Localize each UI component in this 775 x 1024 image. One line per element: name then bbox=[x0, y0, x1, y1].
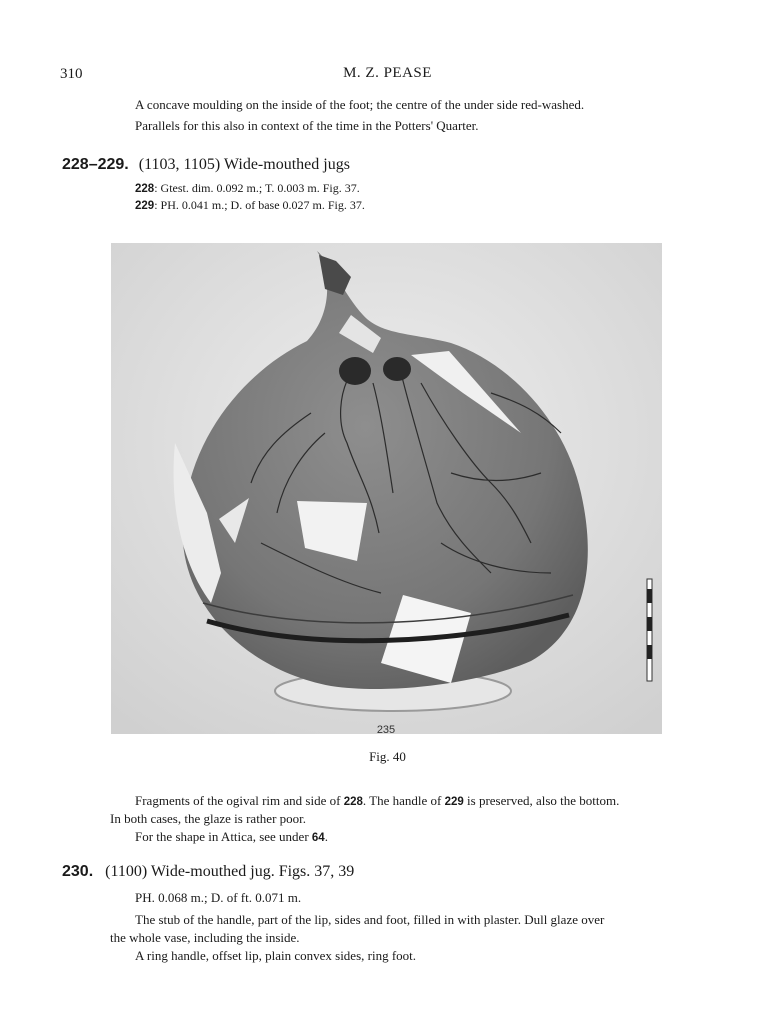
text-run: For the shape in Attica, see under bbox=[135, 829, 312, 844]
text-run: Fragments of the ogival rim and side of bbox=[135, 793, 344, 808]
catalogue-ref: 229 bbox=[444, 796, 464, 808]
entry-title: (1103, 1105) Wide-mouthed jugs bbox=[138, 156, 350, 173]
text-run: is preserved, also the bottom. bbox=[463, 793, 620, 808]
entry-title: (1100) Wide-mouthed jug. Figs. 37, 39 bbox=[105, 863, 355, 880]
fragments-line-2: In both cases, the glaze is rather poor. bbox=[110, 811, 307, 826]
entry-228-229-heading bbox=[62, 155, 350, 175]
intro-line-1: A concave moulding on the inside of the foot; the centre of the under side red-washed. bbox=[135, 97, 585, 112]
entry-230-dimensions: PH. 0.068 m.; D. of ft. 0.071 m. bbox=[135, 890, 302, 905]
scale-bar bbox=[647, 579, 652, 681]
entry-230-line-3: A ring handle, offset lip, plain convex sides, ring foot. bbox=[135, 948, 417, 963]
fragments-line-1 bbox=[135, 792, 619, 811]
catalogue-ref: 64 bbox=[311, 832, 325, 844]
dimensions-text: : Gtest. dim. 0.092 m.; T. 0.003 m. Fig. 37. bbox=[154, 181, 360, 195]
dimensions-text: : PH. 0.041 m.; D. of base 0.027 m. Fig. 37. bbox=[154, 198, 365, 212]
text-run: . bbox=[324, 829, 328, 844]
catalogue-ref: 228 bbox=[343, 796, 363, 808]
running-title: M. Z. PEASE bbox=[343, 65, 432, 81]
catalogue-ref: 228 bbox=[135, 183, 155, 195]
page-number: 310 bbox=[60, 66, 83, 82]
intro-line-2: Parallels for this also in context of the time in the Potters' Quarter. bbox=[135, 118, 479, 133]
entry-228-dimensions bbox=[135, 181, 360, 196]
figure-caption: Fig. 40 bbox=[369, 749, 406, 764]
entry-230-line-2: the whole vase, including the inside. bbox=[110, 930, 300, 945]
entry-number: 228–229. bbox=[62, 156, 129, 173]
inventory-label: 235 bbox=[376, 724, 396, 734]
entry-230-heading bbox=[62, 862, 354, 882]
fragments-line-3 bbox=[135, 828, 328, 847]
figure-photograph bbox=[111, 243, 662, 734]
entry-number: 230. bbox=[62, 863, 94, 880]
text-run: . The handle of bbox=[362, 793, 445, 808]
entry-230-line-1: The stub of the handle, part of the lip, sides and foot, filled in with plaster. Dull glaze over bbox=[135, 912, 605, 927]
entry-229-dimensions bbox=[135, 198, 365, 213]
catalogue-ref: 229 bbox=[135, 200, 155, 212]
